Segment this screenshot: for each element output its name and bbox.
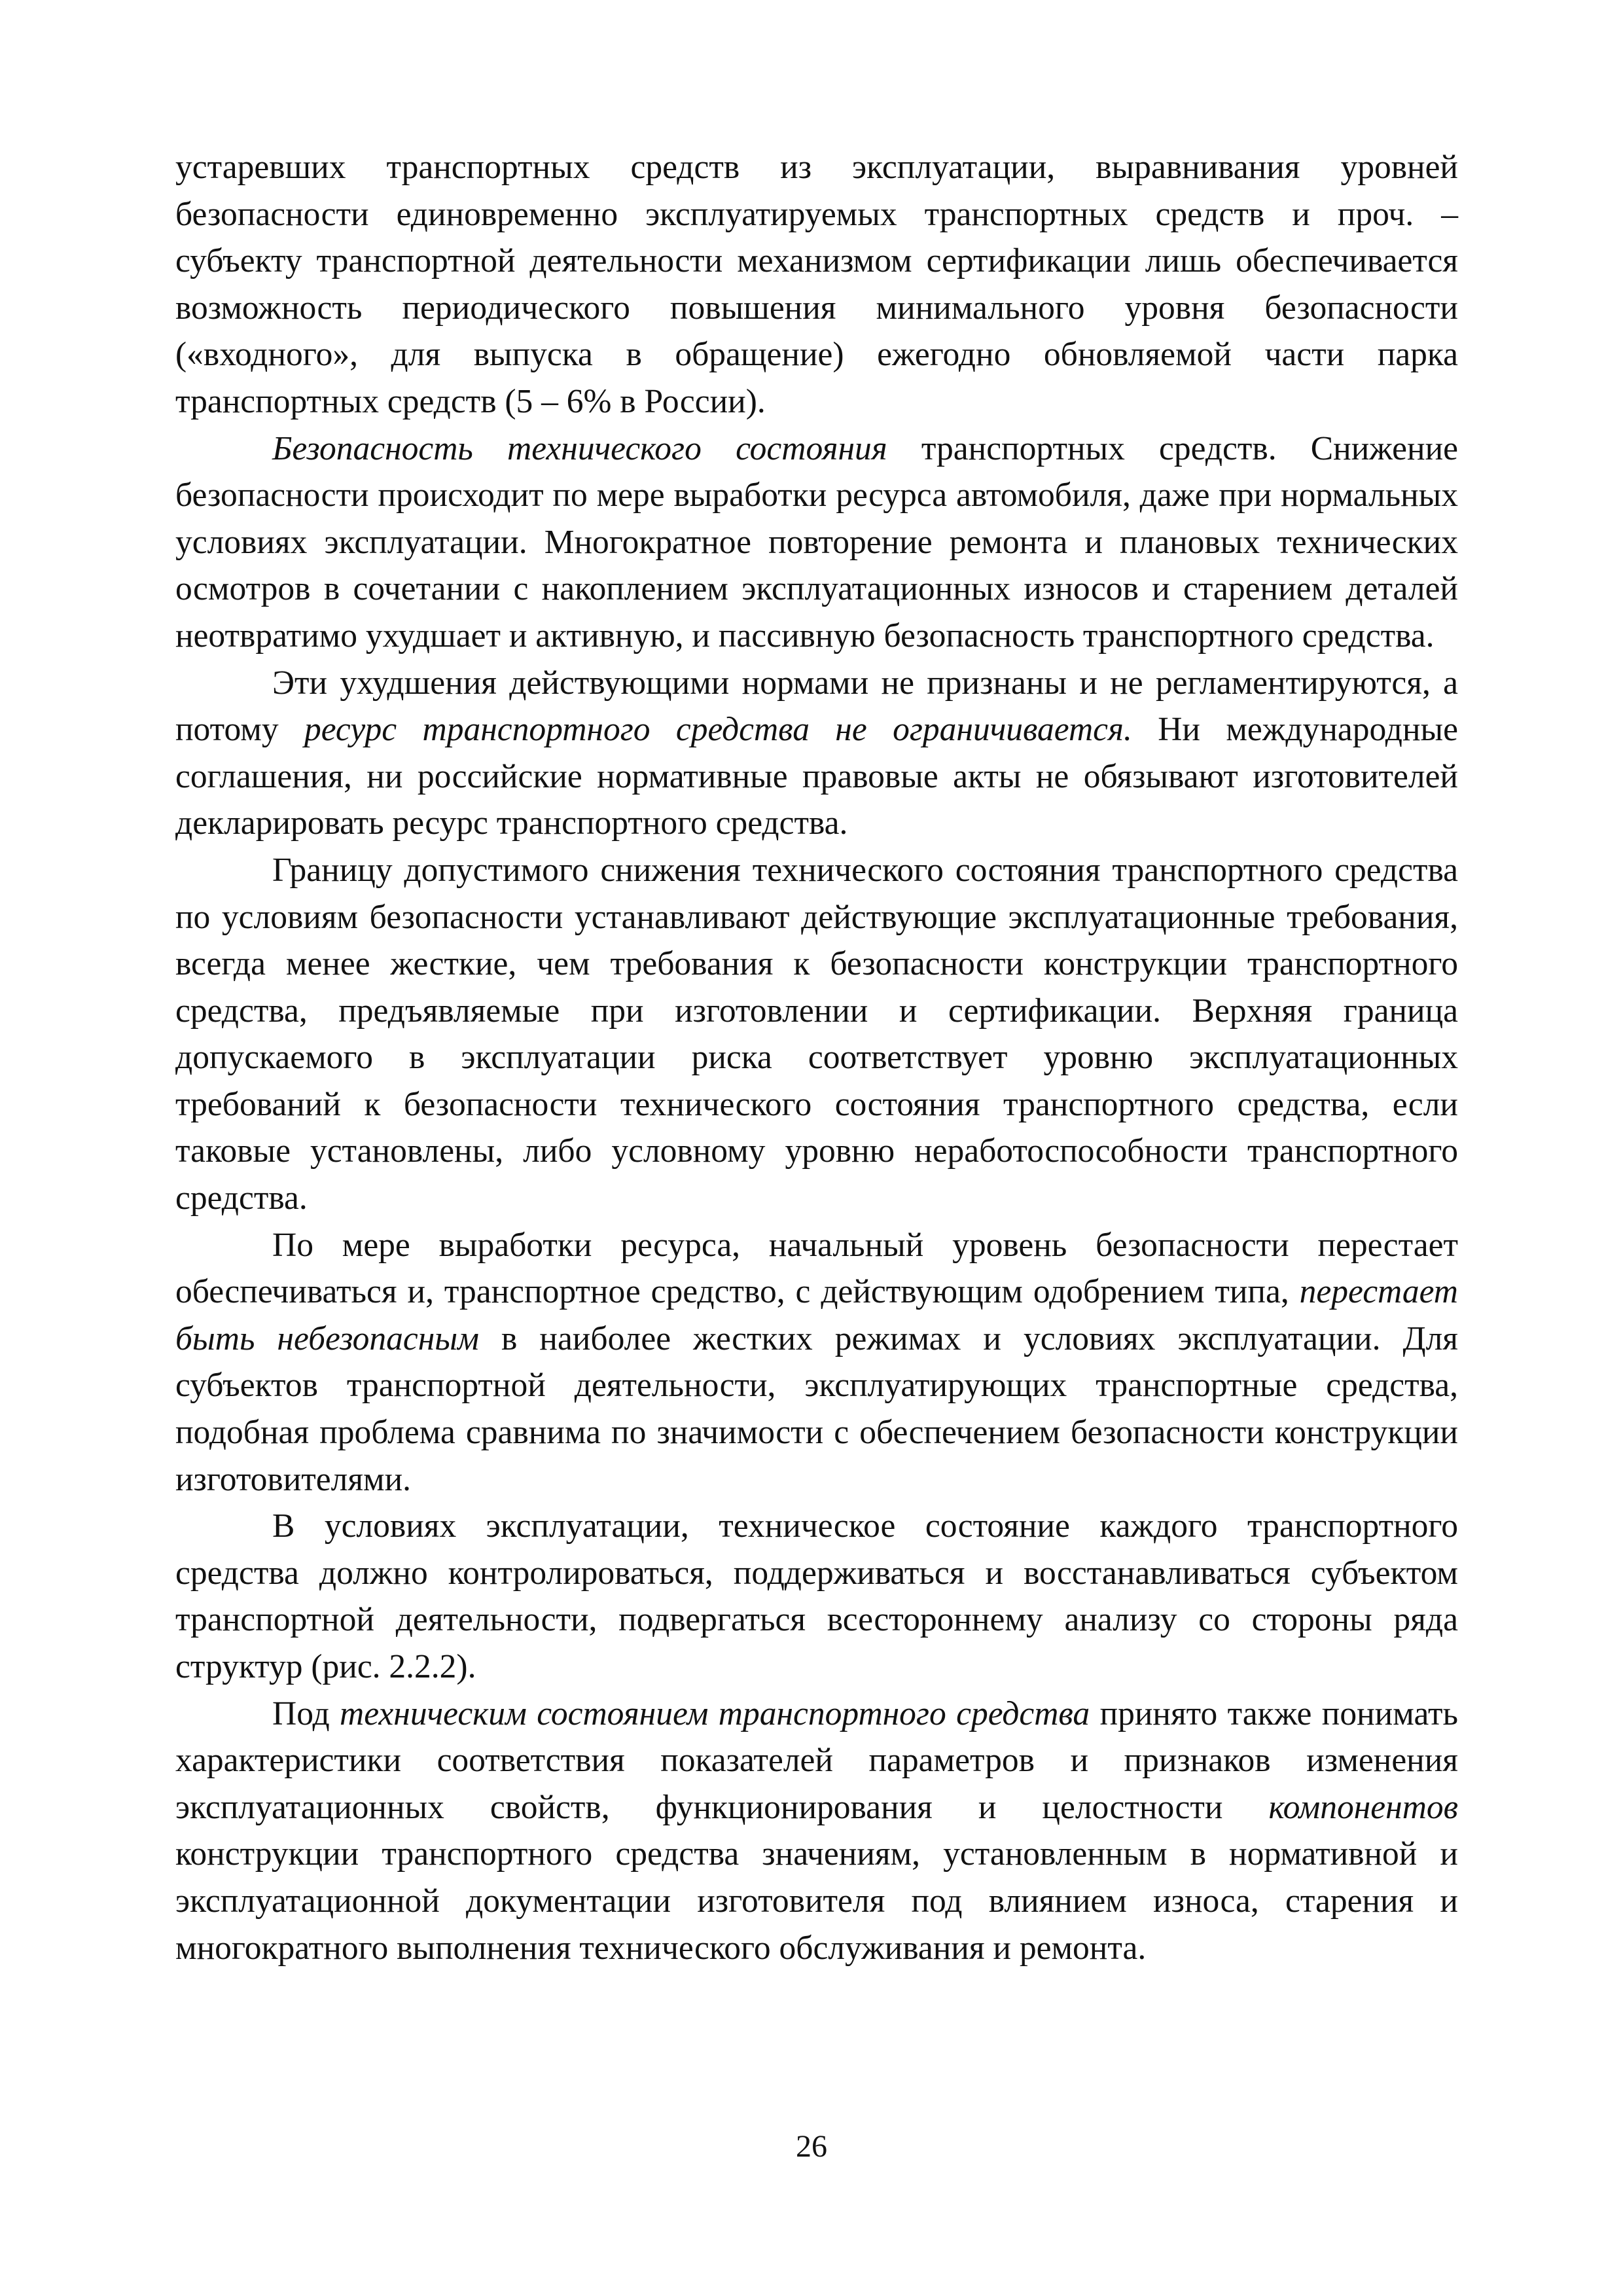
- paragraph-5-text-b: в наиболее жестких режимах и условиях эксплуатации. Для субъектов транспортной деятельности, эксплуатирующих транспортные средства, подобная проблема сравнима по значимости с обеспечением безопасности конструкции изготовителями.: [175, 1319, 1458, 1498]
- paragraph-2-text: транспортных средств. Снижение безопасности происходит по мере выработки ресурса автомобиля, даже при нормальных условиях эксплуатации. Многократное повторение ремонта и плановых технических осмотров в сочетании с накоплением эксплуатационных износов и старением деталей неотвратимо ухудшает и активную, и пассивную безопасность транспортного средства.: [175, 429, 1458, 655]
- paragraph-7-text-c: конструкции транспортного средства значениям, установленным в нормативной и эксплуатационной документации изготовителя под влиянием износа, старения и многократного выполнения технического обслуживания и ремонта.: [175, 1835, 1458, 1967]
- term-components: компонентов: [1268, 1788, 1458, 1826]
- term-technical-condition: техническим состоянием транспортного средства: [340, 1695, 1090, 1732]
- paragraph-6: [175, 1503, 1458, 1690]
- paragraph-5: [175, 1222, 1458, 1503]
- paragraph-3: [175, 660, 1458, 847]
- paragraph-2: [175, 425, 1458, 660]
- paragraph-7-text-b: принято также понимать характеристики соответствия показателей параметров и признаков изменения эксплуатационных свойств, функционирования и целостности: [175, 1695, 1458, 1826]
- paragraph-7-text-a: Под: [272, 1695, 340, 1732]
- paragraph-7: [175, 1691, 1458, 1972]
- term-resource-not-limited: ресурс транспортного средства не ограничивается.: [304, 711, 1132, 749]
- paragraph-4-text: Границу допустимого снижения технического состояния транспортного средства по условиям безопасности устанавливают действующие эксплуатационные требования, всегда менее жесткие, чем требования к безопасности конструкции транспортного средства, предъявляемые при изготовлении и сертификации. Верхняя граница допускаемого в эксплуатации риска соответствует уровню эксплуатационных требований к безопасности технического состояния транспортного средства, если таковые установлены, либо условному уровню неработоспособности транспортного средства.: [175, 851, 1458, 1217]
- term-technical-condition-safety: Безопасность технического состояния: [272, 429, 887, 467]
- paragraph-1-text: устаревших транспортных средств из эксплуатации, выравнивания уровней безопасности единовременно эксплуатируемых транспортных средств и проч. – субъекту транспортной деятельности механизмом сертификации лишь обеспечивается возможность периодического повышения минимального уровня безопасности («входного», для выпуска в обращение) ежегодно обновляемой части парка транспортных средств (5 – 6% в России).: [175, 149, 1458, 420]
- paragraph-3-text-a: Эти ухудшения действующими нормами не признаны и не регламентируются, а потому: [175, 664, 1458, 749]
- paragraph-1: [175, 144, 1458, 425]
- page-body: [175, 144, 1458, 1971]
- term-ceases-to-be-unsafe: перестает быть небезопасным: [175, 1273, 1458, 1357]
- paragraph-4: [175, 847, 1458, 1222]
- page-number: 26: [796, 2129, 827, 2164]
- paragraph-6-text: В условиях эксплуатации, техническое состояние каждого транспортного средства должно контролироваться, поддерживаться и восстанавливаться субъектом транспортной деятельности, подвергаться всестороннему анализу со стороны ряда структур (рис. 2.2.2).: [175, 1507, 1458, 1685]
- paragraph-3-text-b: Ни международные соглашения, ни российские нормативные правовые акты не обязывают изготовителей декларировать ресурс транспортного средства.: [175, 711, 1458, 842]
- paragraph-5-text-a: По мере выработки ресурса, начальный уровень безопасности перестает обеспечиваться и, транспортное средство, с действующим одобрением типа,: [175, 1226, 1458, 1311]
